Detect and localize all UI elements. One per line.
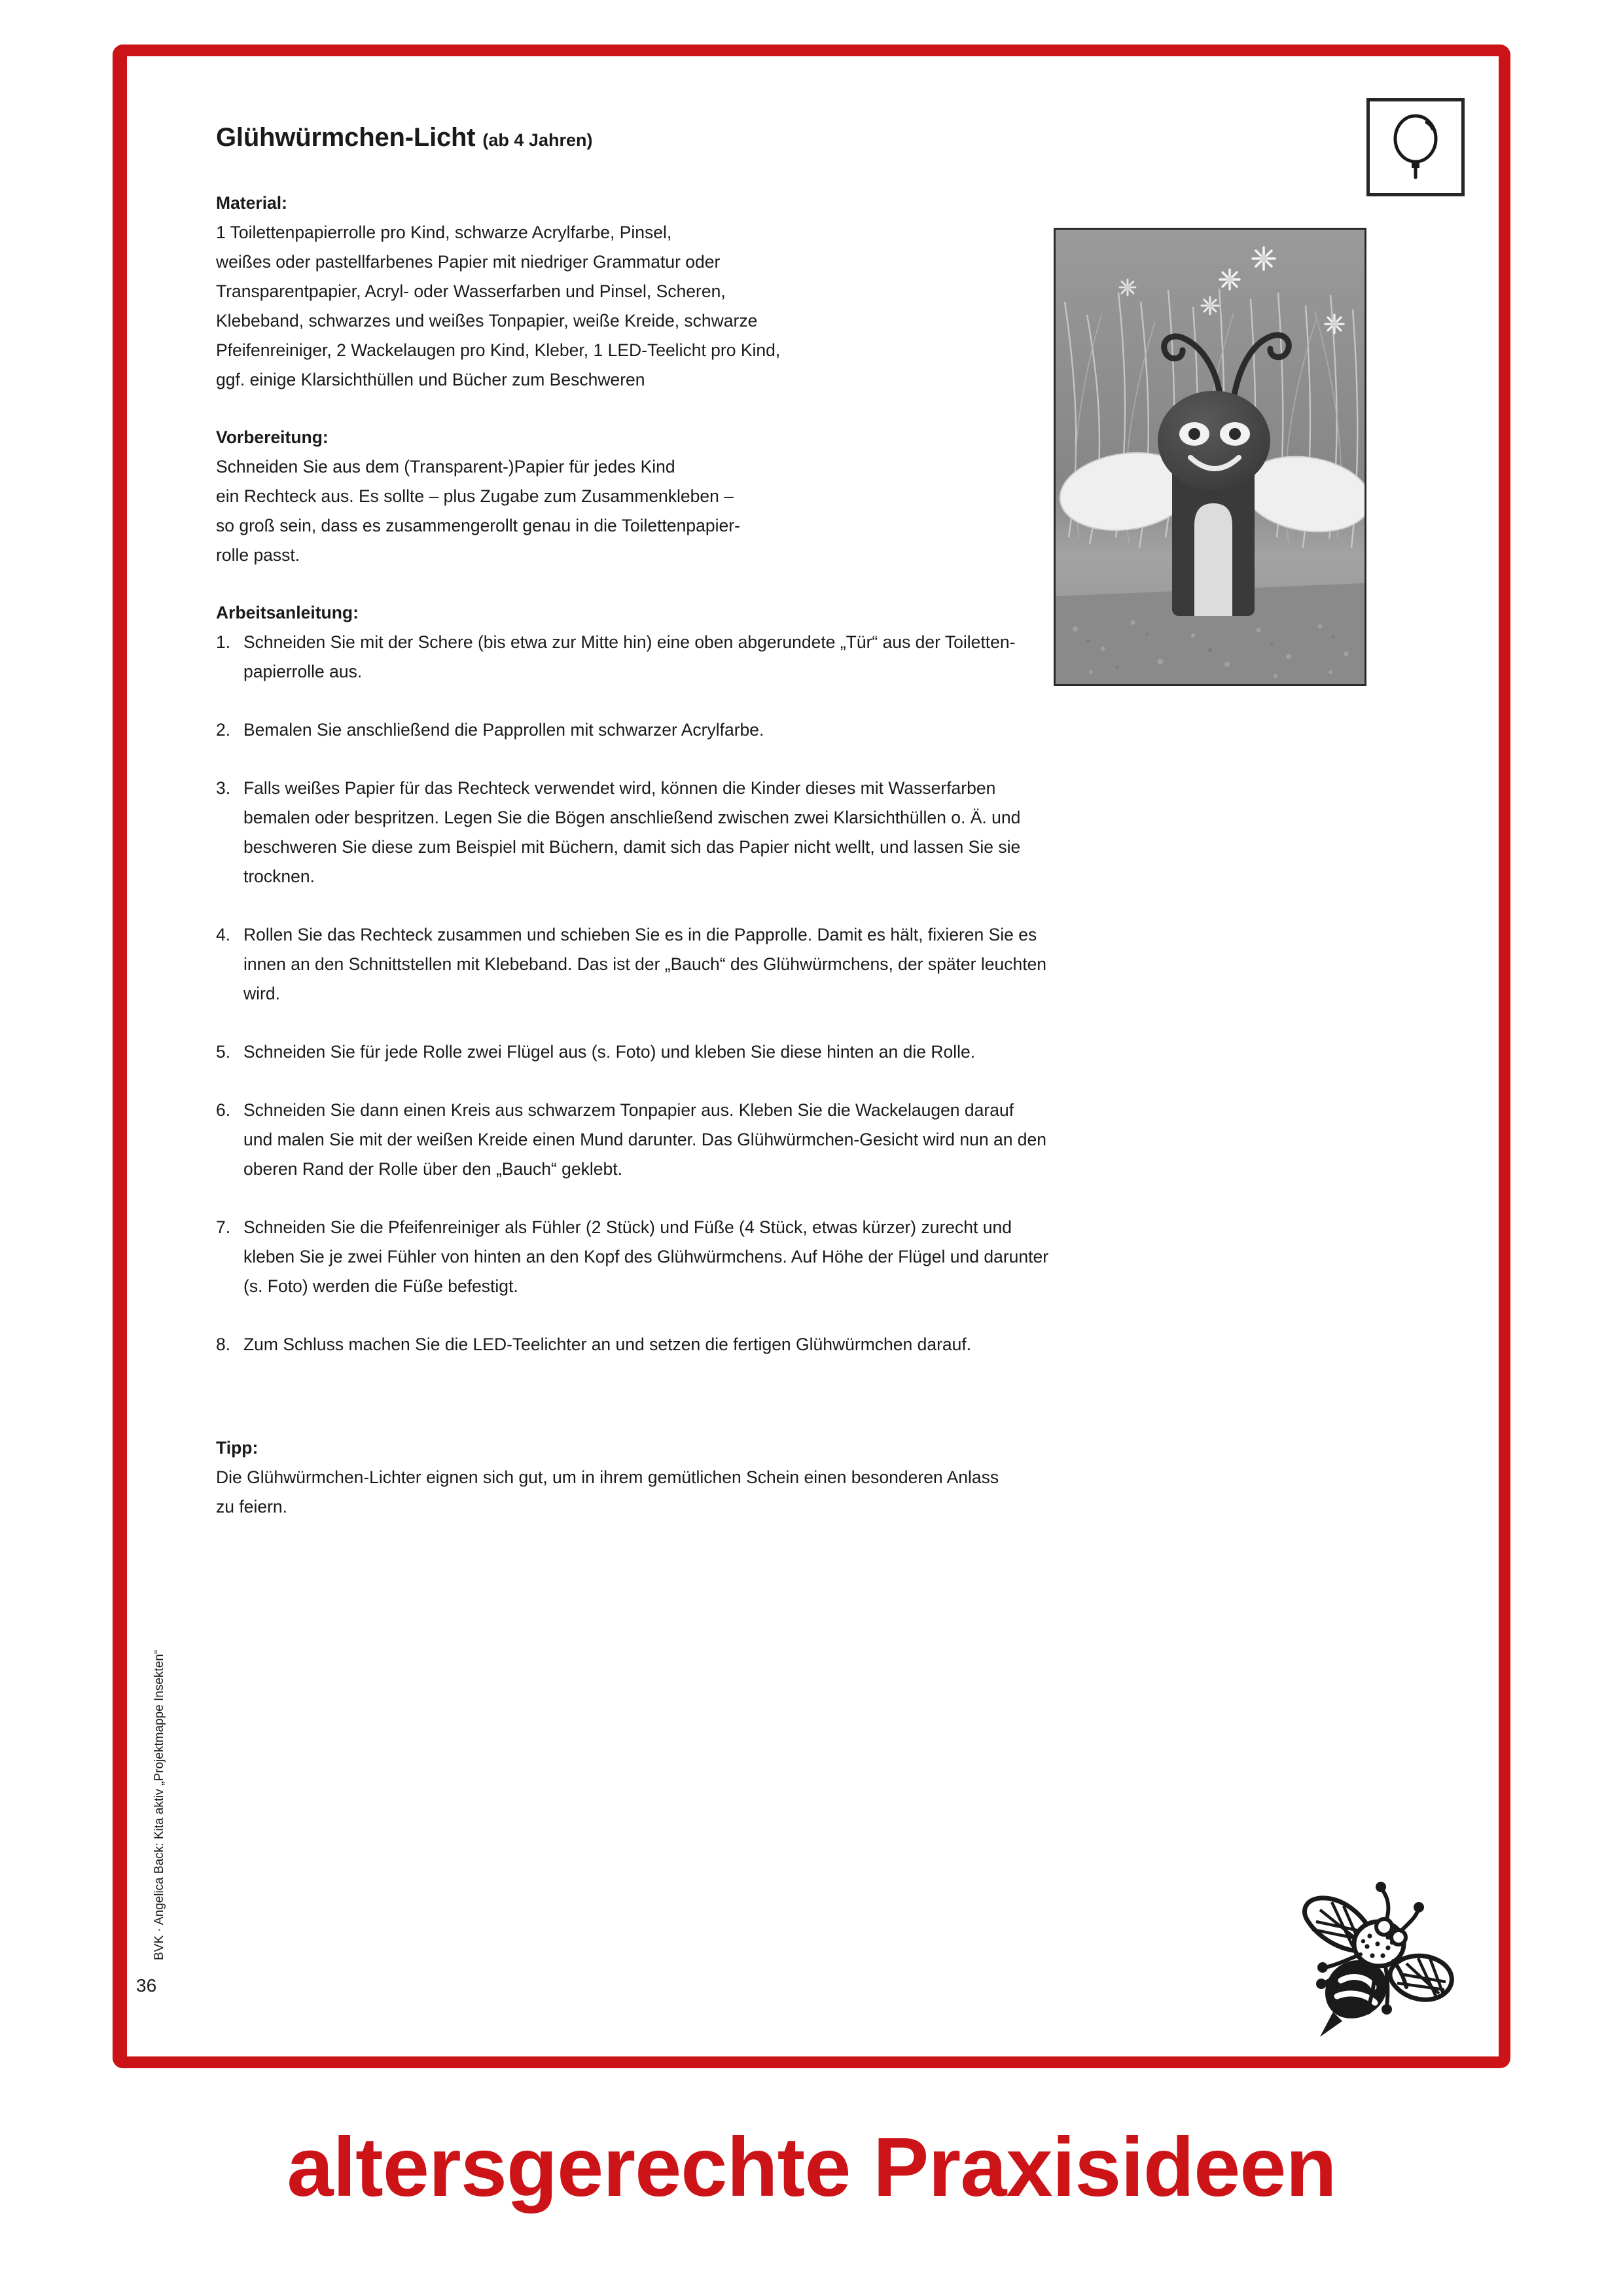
material-line: Transparentpapier, Acryl- oder Wasserfarben und Pinsel, Scheren, (216, 281, 726, 301)
tipp-line: zu feiern. (216, 1497, 288, 1516)
credit-text: BVK · Angelica Back: Kita aktiv „Projektmappe Insekten“ (152, 1649, 166, 1960)
instruction-step (216, 628, 1394, 687)
page-title (216, 123, 1394, 152)
vorbereitung-line: Schneiden Sie aus dem (Transparent-)Papier für jedes Kind (216, 457, 675, 476)
section-material (216, 193, 988, 395)
step-text (243, 1213, 1394, 1301)
step-text (243, 1096, 1394, 1184)
step-text (243, 715, 1394, 745)
step-number: 7. (216, 1217, 231, 1237)
material-line: Klebeband, schwarzes und weißes Tonpapier, weiße Kreide, schwarze (216, 311, 758, 331)
title-text: Glühwürmchen-Licht (216, 123, 476, 152)
step-line: innen an den Schnittstellen mit Klebeband. Das ist der „Bauch“ des Glühwürmchens, der später leuchten (243, 954, 1047, 974)
material-line: ggf. einige Klarsichthüllen und Bücher zum Beschweren (216, 370, 645, 389)
section-vorbereitung (216, 427, 988, 570)
spacer (216, 395, 1394, 427)
step-text (243, 920, 1394, 1009)
step-line: Zum Schluss machen Sie die LED-Teelichter an und setzen die fertigen Glühwürmchen darauf. (243, 1335, 972, 1354)
step-line: Schneiden Sie mit der Schere (bis etwa zur Mitte hin) eine oben abgerundete „Tür“ aus der Toiletten- (243, 632, 1016, 652)
step-line: beschweren Sie diese zum Beispiel mit Büchern, damit sich das Papier nicht wellt, und lassen Sie sie (243, 837, 1021, 857)
page-number: 36 (136, 1975, 157, 1996)
banner-text: altersgerechte Praxisideen (287, 2121, 1336, 2214)
vorbereitung-line: rolle passt. (216, 545, 300, 565)
instruction-step (216, 715, 1394, 745)
step-line: kleben Sie je zwei Fühler von hinten an den Kopf des Glühwürmchens. Auf Höhe der Flügel und darunter (243, 1247, 1049, 1266)
step-line: Bemalen Sie anschließend die Papprollen mit schwarzer Acrylfarbe. (243, 720, 764, 740)
step-text (243, 628, 1394, 687)
step-line: Falls weißes Papier für das Rechteck verwendet wird, können die Kinder dieses mit Wasserfarben (243, 778, 996, 798)
step-line: Rollen Sie das Rechteck zusammen und schieben Sie es in die Papprolle. Damit es hält, fixieren Sie es (243, 925, 1037, 944)
section-tipp (216, 1438, 1394, 1522)
instruction-step (216, 1037, 1394, 1067)
step-line: wird. (243, 984, 280, 1003)
balloon-icon (1386, 110, 1445, 185)
instruction-step (216, 1096, 1394, 1184)
step-line: (s. Foto) werden die Füße befestigt. (243, 1276, 518, 1296)
material-heading: Material: (216, 193, 287, 213)
step-number: 3. (216, 778, 231, 798)
material-line: 1 Toilettenpapierrolle pro Kind, schwarze Acrylfarbe, Pinsel, (216, 223, 672, 242)
tipp-line: Die Glühwürmchen-Lichter eignen sich gut, um in ihrem gemütlichen Schein einen besonderen Anlass (216, 1467, 999, 1487)
step-line: und malen Sie mit der weißen Kreide einen Mund darunter. Das Glühwürmchen-Gesicht wird nun an den (243, 1130, 1047, 1149)
instruction-step (216, 774, 1394, 891)
step-number: 1. (216, 632, 231, 652)
step-number: 5. (216, 1042, 231, 1062)
material-line: Pfeifenreiniger, 2 Wackelaugen pro Kind, Kleber, 1 LED-Teelicht pro Kind, (216, 340, 781, 360)
vorbereitung-heading: Vorbereitung: (216, 427, 329, 447)
bottom-banner (0, 2119, 1623, 2215)
instruction-step (216, 1330, 1394, 1359)
vorbereitung-line: so groß sein, dass es zusammengerollt genau in die Toilettenpapier- (216, 516, 740, 535)
section-arbeitsanleitung (216, 603, 1394, 1359)
instruction-step (216, 1213, 1394, 1301)
step-line: Schneiden Sie dann einen Kreis aus schwarzem Tonpapier aus. Kleben Sie die Wackelaugen darauf (243, 1100, 1014, 1120)
step-line: papierrolle aus. (243, 662, 363, 681)
step-text (243, 1037, 1394, 1067)
spacer (216, 570, 1394, 603)
step-line: Schneiden Sie die Pfeifenreiniger als Fühler (2 Stück) und Füße (4 Stück, etwas kürzer) zurecht und (243, 1217, 1012, 1237)
step-text (243, 774, 1394, 891)
instruction-step (216, 920, 1394, 1009)
tipp-heading: Tipp: (216, 1438, 259, 1458)
step-number: 2. (216, 720, 231, 740)
step-number: 4. (216, 925, 231, 944)
step-line: trocknen. (243, 867, 315, 886)
spacer (216, 1388, 1394, 1438)
article-content (216, 123, 1394, 1522)
step-text (243, 1330, 1394, 1359)
step-number: 8. (216, 1335, 231, 1354)
bee-icon (1279, 1859, 1469, 2042)
step-line: bemalen oder bespritzen. Legen Sie die Bögen anschließend zwischen zwei Klarsichthüllen o. Ä. und (243, 808, 1021, 827)
step-line: Schneiden Sie für jede Rolle zwei Flügel aus (s. Foto) und kleben Sie diese hinten an die Rolle. (243, 1042, 976, 1062)
page-red-spine-bar (113, 45, 127, 2068)
step-number: 6. (216, 1100, 231, 1120)
publisher-credit (134, 1476, 166, 1960)
title-age-note: (ab 4 Jahren) (482, 130, 593, 150)
vorbereitung-line: ein Rechteck aus. Es sollte – plus Zugabe zum Zusammenkleben – (216, 486, 734, 506)
material-line: weißes oder pastellfarbenes Papier mit niedriger Grammatur oder (216, 252, 721, 272)
step-line: oberen Rand der Rolle über den „Bauch“ geklebt. (243, 1159, 622, 1179)
arbeitsanleitung-heading: Arbeitsanleitung: (216, 603, 359, 622)
